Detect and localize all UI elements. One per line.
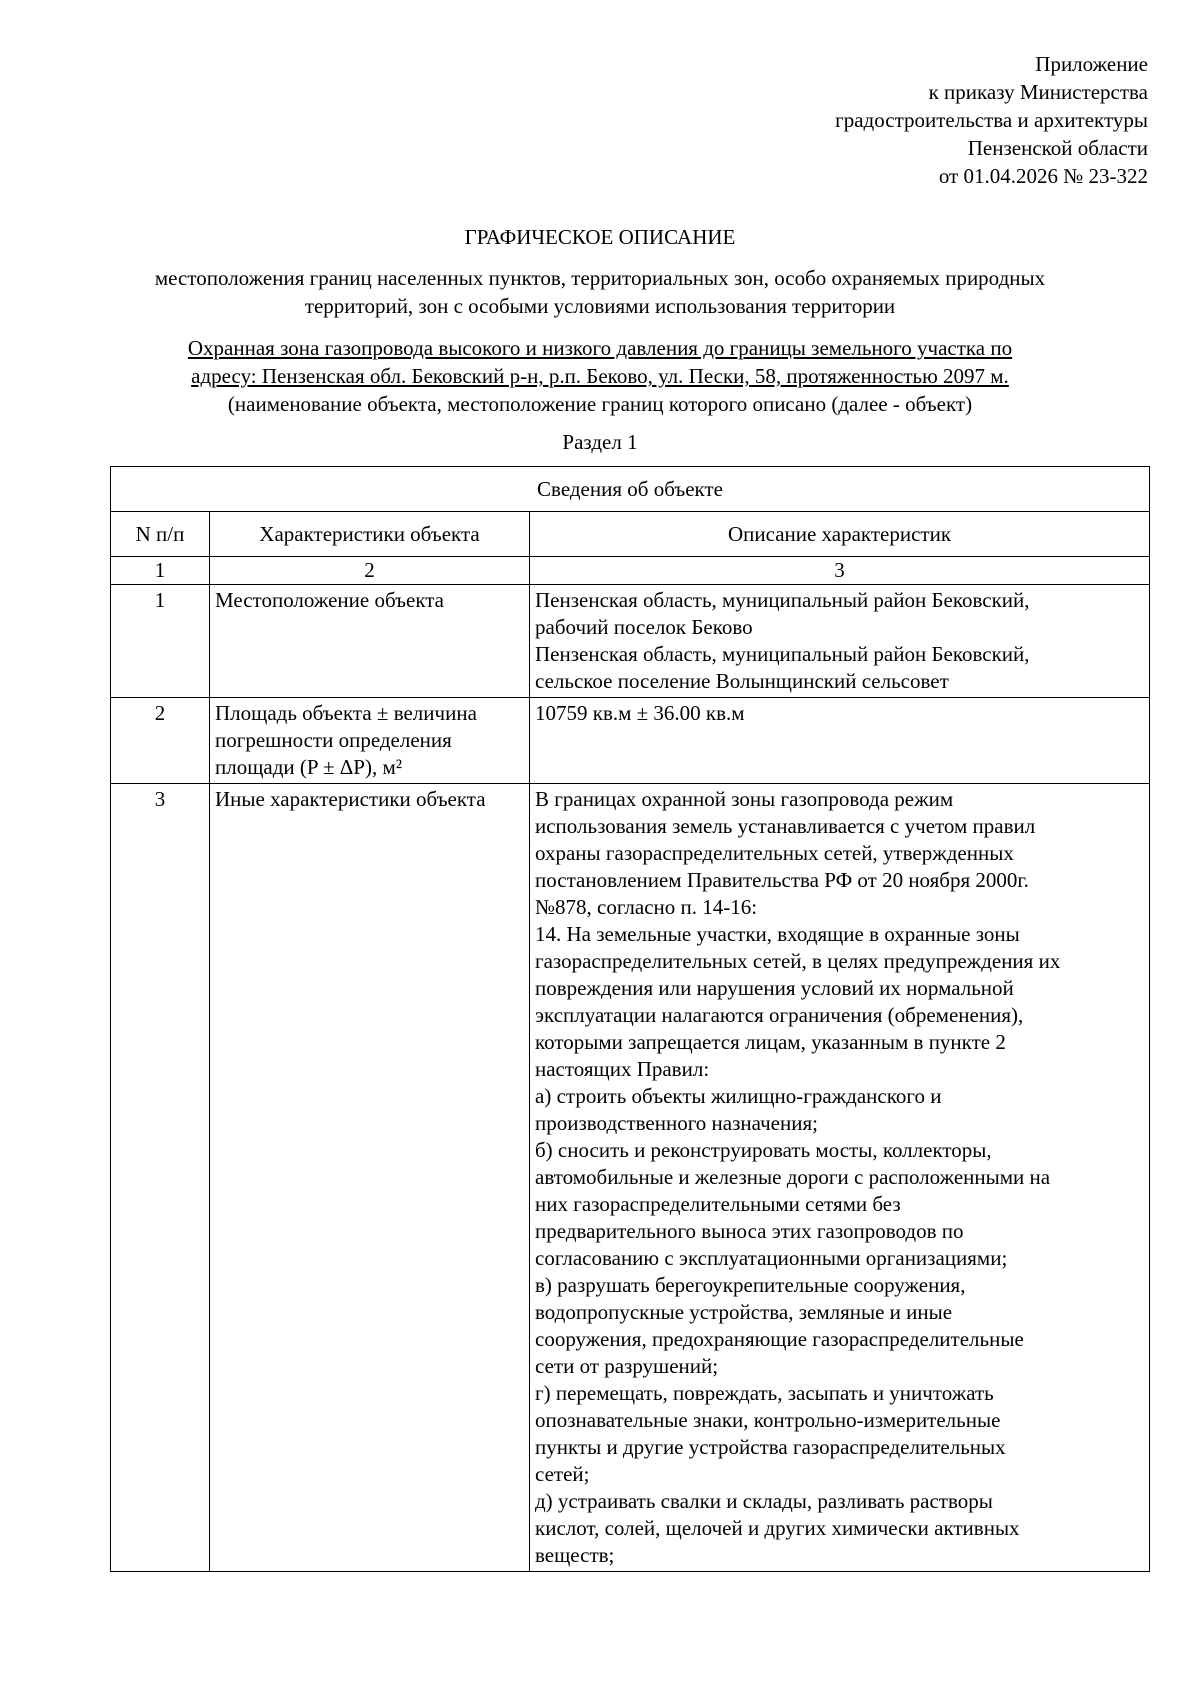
row-number: 2 <box>111 698 210 784</box>
characteristic-cell <box>210 784 530 1572</box>
column-number-row <box>111 557 1150 585</box>
table-header-row <box>111 512 1150 557</box>
appendix-line: градостроительства и архитектуры <box>835 108 1148 132</box>
description-line: рабочий поселок Беково <box>535 615 753 639</box>
description-line: пункты и другие устройства газораспределительных <box>535 1435 1006 1459</box>
section-title: Раздел 1 <box>562 430 638 454</box>
object-name-caption: (наименование объекта, местоположение границ которого описано (далее - объект) <box>227 392 973 416</box>
table-row <box>111 698 1150 784</box>
description-line: использования земель устанавливается с учетом правил <box>535 814 1036 838</box>
appendix-line: Приложение <box>1035 52 1148 76</box>
table-caption-row <box>111 467 1150 512</box>
row-number: 1 <box>111 585 210 698</box>
object-info-table <box>110 466 1150 1572</box>
description-line: 10759 кв.м ± 36.00 кв.м <box>535 701 745 725</box>
column-header: Описание характеристик <box>530 512 1150 557</box>
description-cell <box>530 585 1150 698</box>
characteristic-cell <box>210 698 530 784</box>
column-header: Характеристики объекта <box>210 512 530 557</box>
description-line: газораспределительных сетей, в целях предупреждения их <box>535 949 1061 973</box>
description-cell <box>530 698 1150 784</box>
document-title: ГРАФИЧЕСКОЕ ОПИСАНИЕ <box>464 225 736 249</box>
characteristic-line: погрешности определения <box>215 728 452 752</box>
description-line: В границах охранной зоны газопровода режим <box>535 787 954 811</box>
description-line: Пензенская область, муниципальный район Бековский, <box>535 642 1030 666</box>
description-line: Пензенская область, муниципальный район Бековский, <box>535 588 1030 612</box>
description-line: предварительного выноса этих газопроводов по <box>535 1219 964 1243</box>
description-line: веществ; <box>535 1543 615 1567</box>
description-line: них газораспределительными сетями без <box>535 1192 901 1216</box>
description-line: настоящих Правил: <box>535 1057 710 1081</box>
object-name-block <box>100 334 1100 418</box>
column-number: 1 <box>111 557 210 585</box>
description-cell <box>530 784 1150 1572</box>
column-header: N п/п <box>111 512 210 557</box>
description-line: д) устраивать свалки и склады, разливать растворы <box>535 1489 993 1513</box>
description-line: кислот, солей, щелочей и других химически активных <box>535 1516 1020 1540</box>
table-row <box>111 585 1150 698</box>
description-line: водопропускные устройства, земляные и иные <box>535 1300 953 1324</box>
subtitle-line: территорий, зон с особыми условиями использования территории <box>304 294 896 318</box>
description-line: сельское поселение Волынщинский сельсовет <box>535 669 949 693</box>
characteristic-line: площади (P ± ΔP), м² <box>215 755 403 779</box>
appendix-line: от 01.04.2026 № 23-322 <box>938 164 1148 188</box>
appendix-line: Пензенской области <box>967 136 1148 160</box>
table-row <box>111 784 1150 1572</box>
description-line: сети от разрушений; <box>535 1354 719 1378</box>
description-line: охраны газораспределительных сетей, утвержденных <box>535 841 1014 865</box>
characteristic-line: Местоположение объекта <box>215 588 445 612</box>
description-line: №878, согласно п. 14-16: <box>535 895 758 919</box>
description-line: сооружения, предохраняющие газораспределительные <box>535 1327 1024 1351</box>
description-line: опознавательные знаки, контрольно-измерительные <box>535 1408 1001 1432</box>
characteristic-cell <box>210 585 530 698</box>
description-line: автомобильные и железные дороги с расположенными на <box>535 1165 1051 1189</box>
description-line: в) разрушать берегоукрепительные сооружения, <box>535 1273 966 1297</box>
description-line: которыми запрещается лицам, указанным в пункте 2 <box>535 1030 1006 1054</box>
description-line: производственного назначения; <box>535 1111 818 1135</box>
column-number: 3 <box>530 557 1150 585</box>
description-line: эксплуатации налагаются ограничения (обременения), <box>535 1003 1024 1027</box>
description-line: г) перемещать, повреждать, засыпать и уничтожать <box>535 1381 994 1405</box>
description-line: а) строить объекты жилищно-гражданского и <box>535 1084 942 1108</box>
description-line: 14. На земельные участки, входящие в охранные зоны <box>535 922 1020 946</box>
object-name-line: Охранная зона газопровода высокого и низкого давления до границы земельного участка по <box>187 336 1013 360</box>
description-line: постановлением Правительства РФ от 20 ноября 2000г. <box>535 868 1029 892</box>
row-number: 3 <box>111 784 210 1572</box>
table-caption: Сведения об объекте <box>111 467 1150 512</box>
document-subtitle <box>100 264 1100 320</box>
characteristic-line: Площадь объекта ± величина <box>215 701 477 725</box>
characteristic-line: Иные характеристики объекта <box>215 787 486 811</box>
appendix-line: к приказу Министерства <box>928 80 1148 104</box>
object-name-line: адресу: Пензенская обл. Бековский р-н, р.п. Беково, ул. Пески, 58, протяженностью 2097 м. <box>191 364 1009 388</box>
description-line: б) сносить и реконструировать мосты, коллекторы, <box>535 1138 992 1162</box>
description-line: повреждения или нарушения условий их нормальной <box>535 976 1014 1000</box>
appendix-header <box>835 50 1148 190</box>
description-line: согласованию с эксплуатационными организациями; <box>535 1246 1008 1270</box>
description-line: сетей; <box>535 1462 590 1486</box>
column-number: 2 <box>210 557 530 585</box>
subtitle-line: местоположения границ населенных пунктов, территориальных зон, особо охраняемых природных <box>154 266 1046 290</box>
